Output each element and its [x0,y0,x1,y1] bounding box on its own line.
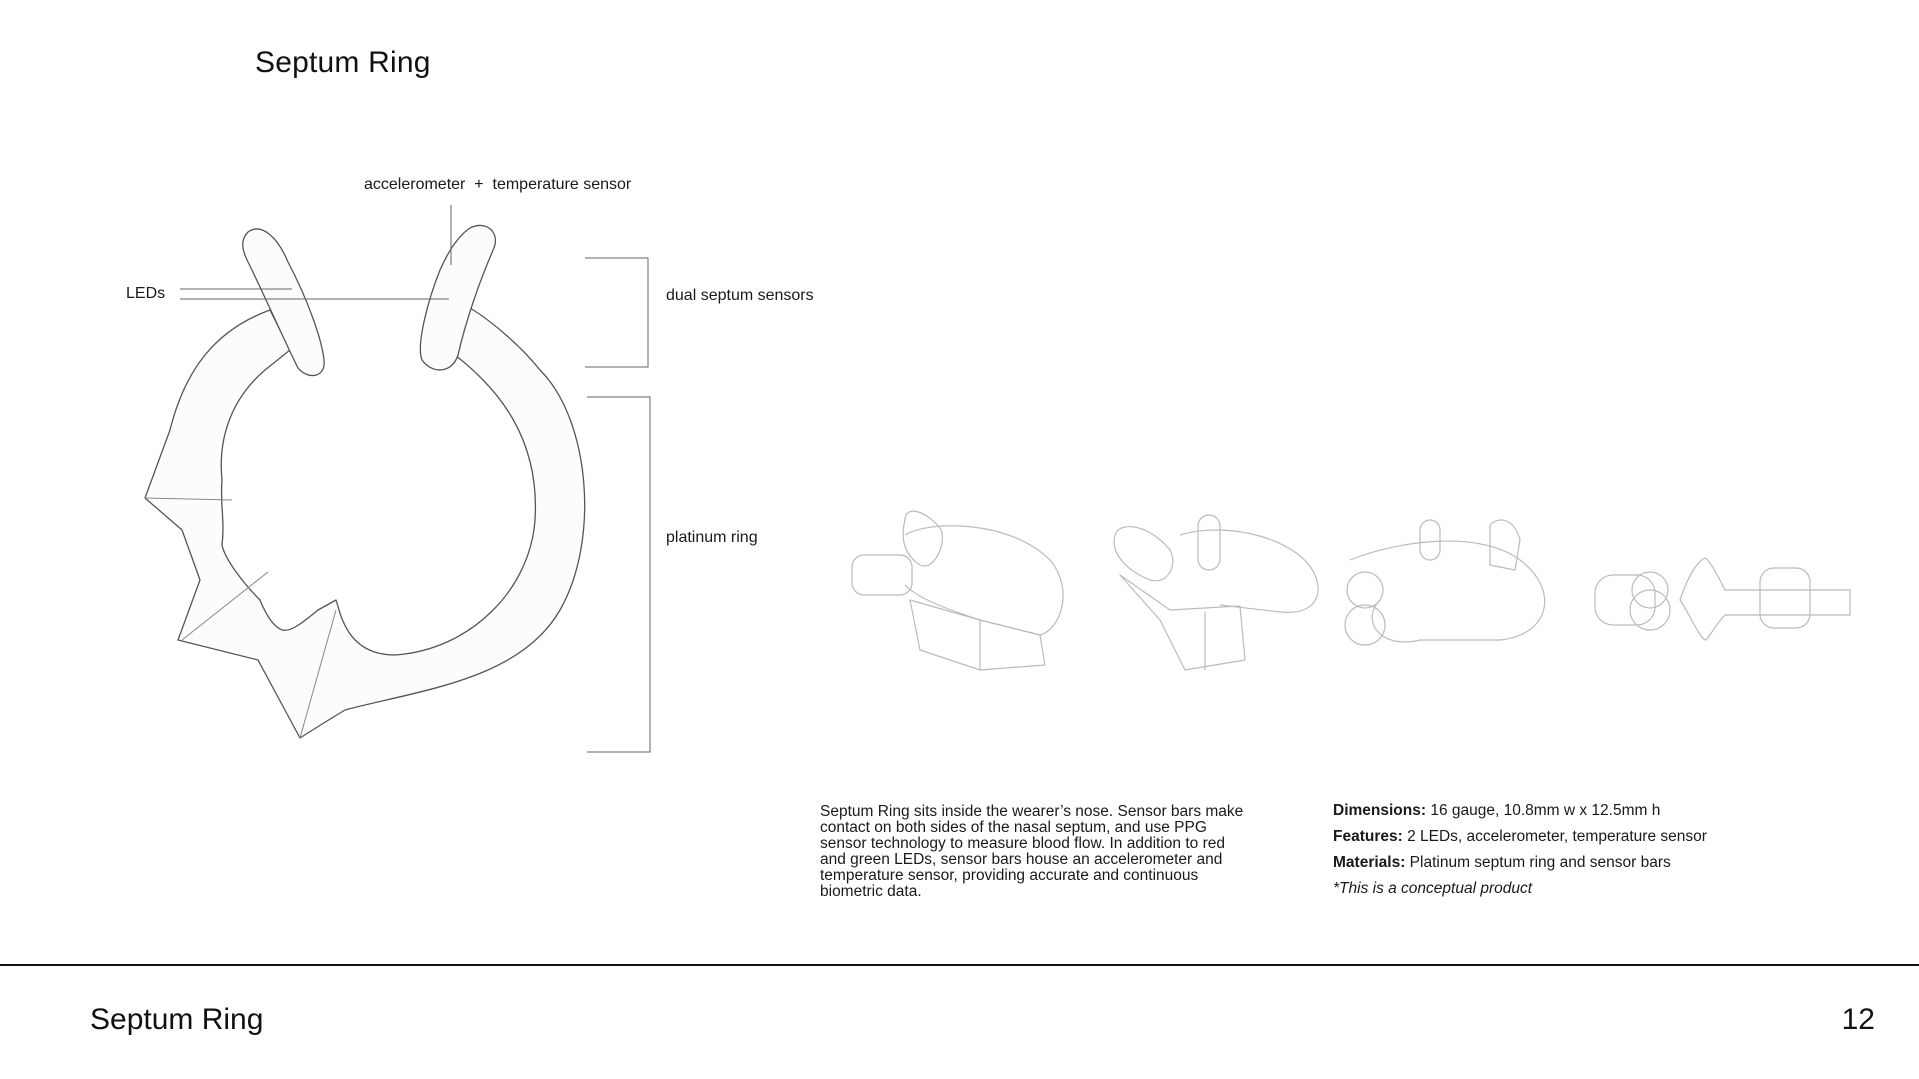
view-3 [1345,520,1545,645]
footer-divider [0,964,1919,966]
dual-sensors-bracket [585,258,648,367]
product-specs [1333,802,1707,906]
spec-dimensions-label: Dimensions: [1333,802,1427,819]
spec-features [1333,828,1707,845]
callout-accelerometer: accelerometer + temperature sensor [364,176,632,193]
spec-dimensions [1333,802,1707,819]
callout-platinum-ring: platinum ring [666,529,758,546]
view-4 [1595,558,1850,640]
view-2 [1114,515,1318,670]
callout-leds: LEDs [126,285,166,302]
spec-dimensions-value: 16 gauge, 10.8mm w x 12.5mm h [1426,802,1661,819]
spec-materials-label: Materials: [1333,854,1406,871]
platinum-ring-bracket [587,397,650,752]
platinum-ring-shape [145,308,585,738]
spec-materials-value: Platinum septum ring and sensor bars [1405,854,1671,871]
page-number: 12 [1841,1003,1875,1036]
view-1 [852,511,1063,670]
callout-dual-sensors: dual septum sensors [666,287,814,304]
spec-features-label: Features: [1333,828,1403,845]
spec-features-value: 2 LEDs, accelerometer, temperature sensor [1402,828,1707,845]
spec-materials [1333,854,1707,871]
spec-note [1333,880,1707,897]
page-title: Septum Ring [255,46,431,79]
footer-title: Septum Ring [90,1003,264,1036]
product-description: Septum Ring sits inside the wearer’s nose. Sensor bars make contact on both sides of the nasal septum, and use PPG sensor technology to measure blood flow. In addition to red and green LEDs, sensor bars house an accelerometer and temperature sensor, providing accurate and continuous biometric data. [820,803,1244,900]
spec-note-text: *This is a conceptual product [1333,880,1533,897]
